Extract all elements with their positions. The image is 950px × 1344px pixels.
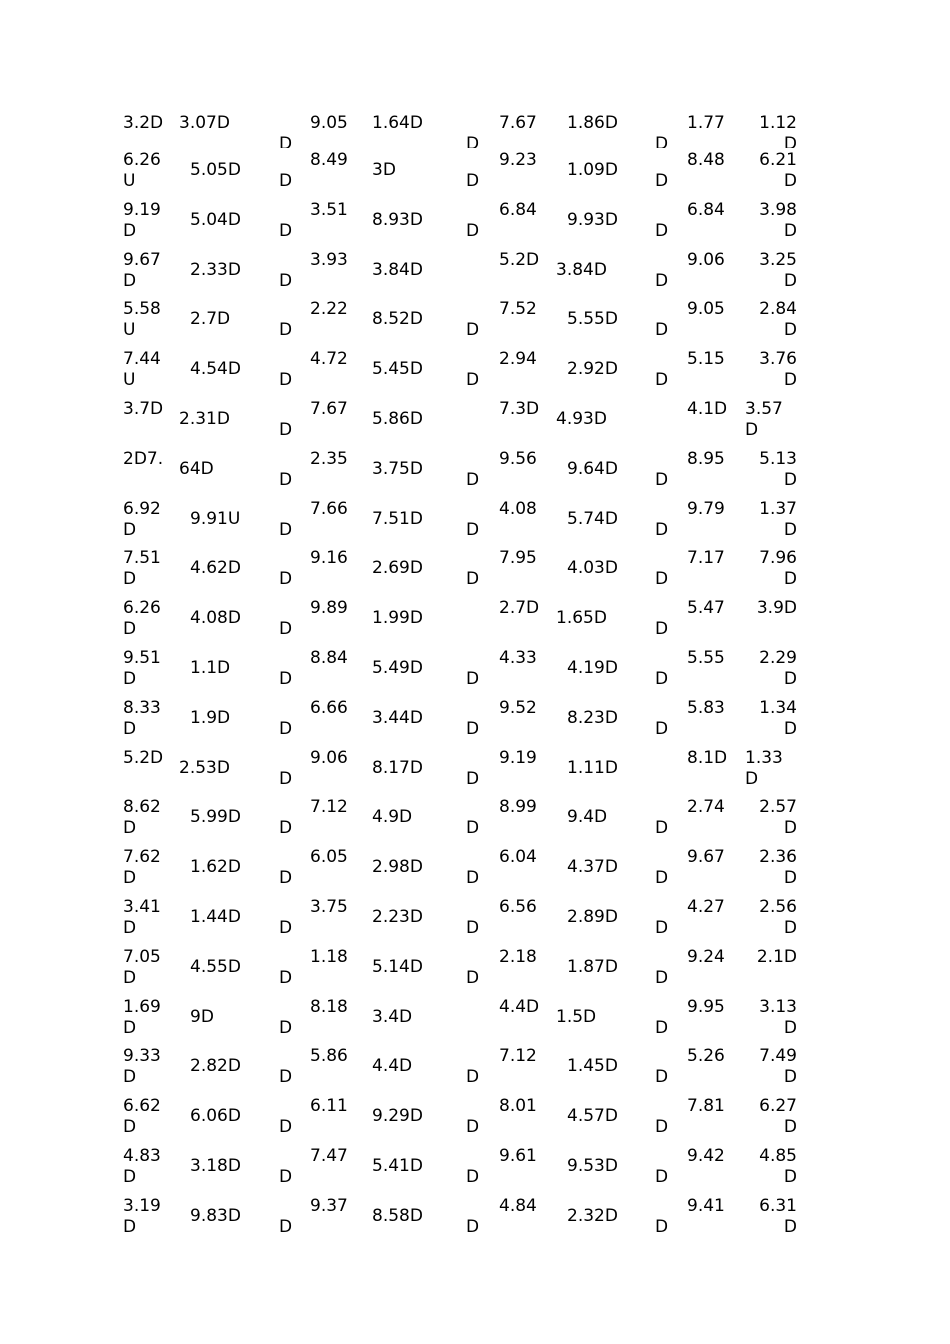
table-cell-marker: D	[279, 918, 293, 938]
table-cell-value: 8.84	[310, 648, 348, 668]
table-cell-value: 8.23D	[567, 707, 618, 728]
table-row	[0, 297, 950, 347]
table-cell-marker: D	[466, 220, 480, 241]
table-cell-value: 8.1D	[687, 747, 728, 768]
table-cell-value: 3.9D	[756, 598, 797, 619]
table-cell-value: 4.72	[310, 349, 348, 370]
table-cell-value: 6.04	[499, 847, 537, 868]
table-cell-marker: D	[279, 818, 293, 839]
table-cell-value: 64D	[179, 458, 214, 479]
table-cell-value: 8.93D	[372, 209, 423, 230]
table-cell-value: 4.57D	[567, 1106, 618, 1127]
table-cell-value: 2.36D	[759, 847, 797, 889]
table-cell-value: 1.5D	[556, 1006, 597, 1027]
table-cell-value: 2.31D	[179, 409, 230, 429]
table-cell-value: 1.65D	[556, 608, 607, 629]
table-cell-value: 5.45D	[372, 359, 423, 380]
table-cell-value: 7.49D	[759, 1046, 797, 1088]
table-row	[0, 1094, 950, 1144]
table-cell-value: 7.51D	[372, 508, 423, 529]
table-cell-value: 6.27D	[759, 1096, 797, 1138]
table-cell-marker: D	[655, 619, 669, 640]
table-cell-value: 9.24	[687, 946, 725, 967]
table-cell-value: 1.33D	[745, 747, 783, 789]
table-cell-value: 8.52D	[372, 309, 423, 330]
table-cell-marker: D	[279, 420, 293, 440]
table-row	[0, 646, 950, 696]
table-cell-marker: D	[655, 220, 669, 241]
table-cell-value: 5.86	[310, 1046, 348, 1067]
table-cell-value: 1.45D	[567, 1056, 618, 1077]
table-cell-value: 7.67	[499, 113, 537, 133]
table-cell-marker: D	[466, 669, 480, 689]
table-cell-value: 3.98D	[759, 199, 797, 241]
table-row	[0, 746, 950, 796]
table-cell-value: 1.34D	[759, 697, 797, 739]
table-cell-value: 5.86D	[372, 409, 423, 429]
table-cell-value: 2.7D	[190, 309, 231, 330]
table-cell-value: 6.62D	[123, 1096, 161, 1138]
table-cell-marker: D	[466, 1067, 480, 1088]
table-cell-value: 3.07D	[179, 113, 230, 133]
table-cell-value: 1.86D	[567, 113, 618, 133]
table-row	[0, 148, 950, 198]
table-cell-value: 2.98D	[372, 857, 423, 878]
table-cell-value: 7.66	[310, 498, 348, 519]
table-row	[0, 198, 950, 248]
table-cell-value: 5.2D	[499, 249, 540, 270]
table-cell-marker: D	[655, 320, 669, 341]
table-cell-value: 3.25D	[759, 249, 797, 291]
table-cell-marker: D	[655, 967, 669, 988]
table-cell-value: 9.05	[687, 299, 725, 320]
table-cell-marker: D	[466, 519, 480, 540]
table-cell-value: 3.76D	[759, 349, 797, 391]
table-cell-value: 9.51D	[123, 648, 161, 689]
table-row	[0, 995, 950, 1045]
table-cell-value: 5.49D	[372, 658, 423, 678]
table-cell-value: 1.37D	[759, 498, 797, 540]
table-cell-value: 5.15	[687, 349, 725, 370]
table-cell-value: 6.11	[310, 1096, 348, 1117]
table-cell-value: 2.23D	[372, 907, 423, 927]
table-cell-marker: D	[279, 220, 293, 241]
table-cell-marker: D	[279, 619, 293, 640]
table-cell-value: 9.64D	[567, 458, 618, 479]
table-cell-marker: D	[279, 1167, 293, 1187]
table-cell-marker: D	[655, 669, 669, 689]
table-cell-value: 2.56D	[759, 897, 797, 938]
table-cell-value: 3.44D	[372, 707, 423, 728]
table-cell-value: 9.56	[499, 448, 537, 469]
table-cell-marker: D	[655, 519, 669, 540]
table-cell-value: 5.41D	[372, 1156, 423, 1176]
table-cell-marker: D	[279, 1117, 293, 1138]
table-cell-value: 6.56	[499, 897, 537, 917]
table-cell-value: 3D	[372, 160, 396, 180]
table-cell-value: 4.03D	[567, 558, 618, 579]
table-cell-marker: D	[466, 868, 480, 889]
table-cell-value: 7.12	[499, 1046, 537, 1067]
table-cell-value: 1.12D	[759, 113, 797, 148]
table-cell-value: 7.44U	[123, 349, 161, 391]
table-cell-value: 6.84	[499, 199, 537, 220]
table-cell-value: 6.26D	[123, 598, 161, 640]
table-cell-marker: D	[655, 1117, 669, 1138]
table-row	[0, 248, 950, 298]
table-cell-value: 9.83D	[190, 1205, 241, 1226]
table-cell-value: 6.21D	[759, 150, 797, 191]
table-row	[0, 1194, 950, 1232]
table-cell-marker: D	[655, 718, 669, 739]
table-cell-value: 9.61	[499, 1146, 537, 1166]
table-cell-marker: D	[655, 918, 669, 938]
table-cell-value: 4.33	[499, 648, 537, 668]
table-row	[0, 945, 950, 995]
table-cell-marker: D	[279, 270, 293, 291]
table-cell-value: 5.99D	[190, 807, 241, 828]
table-cell-marker: D	[655, 134, 669, 148]
table-cell-value: 9.23	[499, 150, 537, 170]
table-cell-value: 3.51	[310, 199, 348, 220]
table-cell-value: 9.67D	[123, 249, 161, 291]
table-cell-value: 2.32D	[567, 1205, 618, 1226]
table-cell-value: 3.18D	[190, 1156, 241, 1176]
table-cell-value: 7.95	[499, 548, 537, 569]
table-cell-marker: D	[466, 768, 480, 789]
table-cell-value: 2.7D	[499, 598, 540, 619]
table-cell-value: 5.47	[687, 598, 725, 619]
table-cell-value: 3.19D	[123, 1195, 161, 1232]
table-cell-marker: D	[655, 1017, 669, 1038]
table-cell-marker: D	[279, 669, 293, 689]
table-cell-value: 8.95	[687, 448, 725, 469]
table-cell-value: 4.4D	[372, 1056, 413, 1077]
table-cell-value: 4.83D	[123, 1146, 161, 1187]
table-cell-value: 5.14D	[372, 956, 423, 977]
table-cell-marker: D	[466, 320, 480, 341]
table-cell-value: 8.62D	[123, 797, 161, 839]
table-cell-value: 4.19D	[567, 658, 618, 678]
table-cell-marker: D	[279, 868, 293, 889]
table-row	[0, 895, 950, 945]
table-cell-value: 7.62D	[123, 847, 161, 889]
table-row	[0, 845, 950, 895]
table-cell-value: 2.82D	[190, 1056, 241, 1077]
table-row	[0, 347, 950, 397]
table-cell-value: 2D7.	[123, 448, 164, 469]
table-cell-value: 2.35	[310, 448, 348, 469]
table-cell-value: 4.62D	[190, 558, 241, 579]
table-cell-value: 8.01	[499, 1096, 537, 1117]
table-cell-value: 2.18	[499, 946, 537, 967]
table-cell-value: 6.31D	[759, 1195, 797, 1232]
table-cell-value: 6.84	[687, 199, 725, 220]
table-cell-value: 3.93	[310, 249, 348, 270]
table-cell-value: 5.55	[687, 648, 725, 668]
table-cell-value: 7.52	[499, 299, 537, 320]
table-cell-value: 8.17D	[372, 757, 423, 778]
table-cell-marker: D	[466, 370, 480, 391]
table-cell-value: 9.16	[310, 548, 348, 569]
table-cell-value: 5.83	[687, 697, 725, 718]
table-cell-value: 9.67	[687, 847, 725, 868]
table-cell-value: 7.05D	[123, 946, 161, 988]
table-cell-value: 4.93D	[556, 409, 607, 429]
table-cell-value: 5.55D	[567, 309, 618, 330]
table-row	[0, 546, 950, 596]
table-cell-value: 9.06	[687, 249, 725, 270]
table-cell-marker: D	[466, 1117, 480, 1138]
table-cell-value: 9.42	[687, 1146, 725, 1166]
table-cell-marker: D	[655, 270, 669, 291]
table-cell-value: 5.13D	[759, 448, 797, 490]
table-cell-value: 3.7D	[123, 399, 164, 419]
table-row	[0, 795, 950, 845]
table-cell-value: 2.74	[687, 797, 725, 818]
table-cell-value: 9.52	[499, 697, 537, 718]
table-row	[0, 1044, 950, 1094]
table-cell-value: 3.84D	[556, 259, 607, 280]
table-cell-value: 4.08	[499, 498, 537, 519]
table-cell-value: 1.44D	[190, 907, 241, 927]
table-cell-marker: D	[279, 967, 293, 988]
table-cell-marker: D	[466, 918, 480, 938]
table-cell-marker: D	[466, 1167, 480, 1187]
table-cell-value: 4.9D	[372, 807, 413, 828]
table-cell-value: 3.57D	[745, 399, 783, 440]
table-cell-value: 4.54D	[190, 359, 241, 380]
table-cell-value: 6.06D	[190, 1106, 241, 1127]
table-cell-value: 7.17	[687, 548, 725, 569]
table-cell-value: 3.13D	[759, 996, 797, 1038]
table-cell-value: 7.3D	[499, 399, 540, 419]
table-cell-value: 3.4D	[372, 1006, 413, 1027]
table-cell-value: 8.49	[310, 150, 348, 170]
table-cell-value: 9.05	[310, 113, 348, 133]
table-cell-value: 5.2D	[123, 747, 164, 768]
table-row	[0, 112, 950, 148]
table-cell-value: 3.2D	[123, 113, 164, 133]
table-cell-value: 5.05D	[190, 160, 241, 180]
table-cell-marker: D	[655, 1167, 669, 1187]
table-cell-value: 6.26U	[123, 150, 161, 191]
table-cell-value: 8.58D	[372, 1205, 423, 1226]
table-cell-value: 2.92D	[567, 359, 618, 380]
table-cell-value: 9.33D	[123, 1046, 161, 1088]
table-cell-value: 8.48	[687, 150, 725, 170]
table-cell-marker: D	[279, 320, 293, 341]
table-cell-marker: D	[466, 469, 480, 490]
table-cell-value: 4.1D	[687, 399, 728, 419]
table-cell-marker: D	[655, 171, 669, 191]
table-cell-value: 9.41	[687, 1195, 725, 1216]
table-cell-value: 3.75	[310, 897, 348, 917]
table-cell-value: 9.95	[687, 996, 725, 1017]
table-cell-marker: D	[279, 1017, 293, 1038]
table-cell-marker: D	[279, 469, 293, 490]
table-cell-value: 9.91U	[190, 508, 241, 529]
table-cell-marker: D	[466, 569, 480, 590]
table-cell-value: 6.66	[310, 697, 348, 718]
table-cell-value: 7.12	[310, 797, 348, 818]
table-cell-value: 1.77	[687, 113, 725, 133]
table-cell-value: 1.62D	[190, 857, 241, 878]
table-cell-value: 9.79	[687, 498, 725, 519]
table-row	[0, 447, 950, 497]
table-cell-marker: D	[655, 569, 669, 590]
table-cell-value: 4.37D	[567, 857, 618, 878]
table-cell-marker: D	[279, 1216, 293, 1232]
table-cell-marker: D	[655, 818, 669, 839]
table-cell-value: 9.37	[310, 1195, 348, 1216]
table-cell-value: 2.53D	[179, 757, 230, 778]
table-cell-value: 5.74D	[567, 508, 618, 529]
table-cell-value: 3.41D	[123, 897, 161, 938]
table-cell-marker: D	[655, 1216, 669, 1232]
table-cell-value: 6.05	[310, 847, 348, 868]
table-row	[0, 696, 950, 746]
table-cell-marker: D	[279, 768, 293, 789]
table-cell-value: 1.64D	[372, 113, 423, 133]
table-cell-value: 3.84D	[372, 259, 423, 280]
table-row	[0, 1144, 950, 1194]
table-cell-value: 2.69D	[372, 558, 423, 579]
table-cell-value: 2.89D	[567, 907, 618, 927]
table-cell-marker: D	[279, 370, 293, 391]
table-cell-value: 4.08D	[190, 608, 241, 629]
table-cell-value: 2.1D	[756, 946, 797, 967]
table-cell-value: 2.57D	[759, 797, 797, 839]
table-cell-marker: D	[279, 134, 293, 148]
table-cell-value: 7.47	[310, 1146, 348, 1166]
table-cell-value: 1.69D	[123, 996, 161, 1038]
table-cell-value: 4.84	[499, 1195, 537, 1216]
table-cell-value: 4.85D	[759, 1146, 797, 1187]
table-cell-value: 1.99D	[372, 608, 423, 629]
table-cell-marker: D	[466, 967, 480, 988]
table-cell-marker: D	[655, 1067, 669, 1088]
table-cell-marker: D	[466, 171, 480, 191]
table-cell-value: 7.96D	[759, 548, 797, 590]
table-cell-value: 9.53D	[567, 1156, 618, 1176]
table-cell-value: 6.92D	[123, 498, 161, 540]
table-row	[0, 497, 950, 547]
table-cell-value: 1.09D	[567, 160, 618, 180]
table-cell-marker: D	[655, 469, 669, 490]
table-cell-value: 9.89	[310, 598, 348, 619]
table-cell-value: 9.4D	[567, 807, 608, 828]
table-cell-marker: D	[279, 519, 293, 540]
table-cell-marker: D	[279, 718, 293, 739]
table-cell-value: 2.33D	[190, 259, 241, 280]
table-cell-value: 9.29D	[372, 1106, 423, 1127]
table-cell-marker: D	[655, 370, 669, 391]
table-cell-value: 9.06	[310, 747, 348, 768]
table-cell-value: 8.99	[499, 797, 537, 818]
table-cell-marker: D	[466, 818, 480, 839]
table-cell-value: 2.94	[499, 349, 537, 370]
table-cell-value: 9.93D	[567, 209, 618, 230]
table-cell-value: 2.22	[310, 299, 348, 320]
table-cell-value: 8.18	[310, 996, 348, 1017]
table-cell-value: 4.55D	[190, 956, 241, 977]
table-cell-value: 5.04D	[190, 209, 241, 230]
table-row	[0, 596, 950, 646]
table-cell-value: 1.18	[310, 946, 348, 967]
table-cell-value: 8.33D	[123, 697, 161, 739]
table-cell-marker: D	[466, 1216, 480, 1232]
table-cell-value: 4.4D	[499, 996, 540, 1017]
table-cell-value: 7.67	[310, 399, 348, 419]
table-cell-value: 4.27	[687, 897, 725, 917]
table-cell-value: 5.26	[687, 1046, 725, 1067]
table-cell-value: 1.1D	[190, 658, 231, 678]
table-cell-value: 9.19	[499, 747, 537, 768]
table-cell-marker: D	[279, 171, 293, 191]
table-cell-value: 1.11D	[567, 757, 618, 778]
table-cell-marker: D	[279, 1067, 293, 1088]
table-cell-value: 1.9D	[190, 707, 231, 728]
table-cell-value: 2.84D	[759, 299, 797, 341]
table-cell-marker: D	[466, 718, 480, 739]
table-cell-marker: D	[466, 134, 480, 148]
table-cell-value: 7.51D	[123, 548, 161, 590]
table-cell-value: 7.81	[687, 1096, 725, 1117]
table-cell-value: 3.75D	[372, 458, 423, 479]
table-cell-value: 9D	[190, 1006, 214, 1027]
table-cell-value: 1.87D	[567, 956, 618, 977]
table-cell-marker: D	[655, 868, 669, 889]
table-cell-value: 9.19D	[123, 199, 161, 241]
table-cell-value: 5.58U	[123, 299, 161, 341]
table-cell-value: 2.29D	[759, 648, 797, 689]
table-row	[0, 397, 950, 447]
table-cell-marker: D	[279, 569, 293, 590]
